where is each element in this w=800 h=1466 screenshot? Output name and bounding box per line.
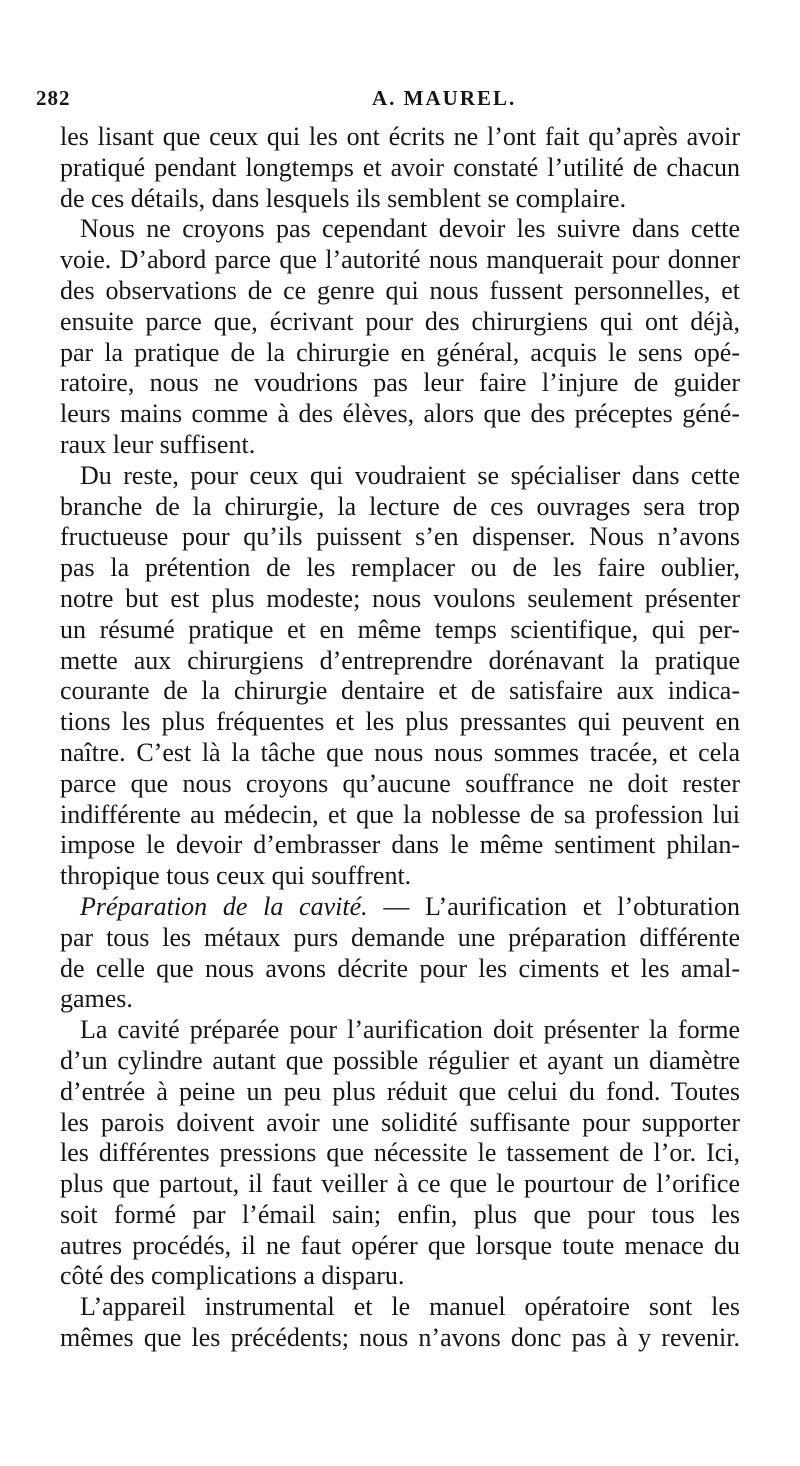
line-text: plus que partout, il faut veiller à ce que le pourtour de l’orifice: [60, 1169, 740, 1199]
text-line: [60, 800, 740, 831]
text-line: [60, 954, 740, 985]
line-text: ratoire, nous ne voudrions pas leur faire l’injure de guider: [60, 368, 740, 398]
text-line: [60, 553, 740, 584]
line-text: pratiqué pendant longtemps et avoir constaté l’utilité de chacun: [60, 152, 740, 182]
line-text: fructueuse pour qu’ils puissent s’en dispenser. Nous n’avons: [60, 522, 740, 552]
text-line: [60, 214, 740, 245]
text-line: [60, 892, 740, 923]
text-line: [60, 923, 740, 954]
line-text: par tous les métaux purs demande une préparation différente: [60, 922, 740, 952]
text-line: [60, 1323, 740, 1354]
line-text: branche de la chirurgie, la lecture de ces ouvrages sera trop: [60, 491, 740, 521]
line-text: raux leur suffisent.: [60, 429, 256, 459]
line-text: parce que nous croyons qu’aucune souffrance ne doit rester: [60, 768, 740, 798]
text-line: [60, 399, 740, 430]
line-text: notre but est plus modeste; nous voulons seulement présenter: [60, 583, 740, 613]
text-line: [60, 1108, 740, 1139]
text-line: [60, 830, 740, 861]
line-text: ensuite parce que, écrivant pour des chirurgiens qui ont déjà,: [60, 306, 740, 336]
text-line: [60, 584, 740, 615]
text-line: [60, 1261, 740, 1292]
text-line: [60, 1231, 740, 1262]
line-text: côté des complications a disparu.: [60, 1261, 405, 1291]
line-text: par la pratique de la chirurgie en général, acquis le sens opé-: [60, 337, 740, 367]
body-text: [60, 122, 740, 1354]
text-line: [60, 430, 740, 461]
line-text: les différentes pressions que nécessite le tassement de l’or. Ici,: [60, 1138, 740, 1168]
line-text: soit formé par l’émail sain; enfin, plus que pour tous les: [60, 1199, 740, 1229]
text-line: [60, 861, 740, 892]
text-line: [60, 307, 740, 338]
line-text: La cavité préparée pour l’aurification doit présenter la forme: [80, 1015, 740, 1045]
line-text: les lisant que ceux qui les ont écrits ne l’ont fait qu’après avoir: [60, 122, 740, 151]
section-heading: Préparation de la cavité.: [80, 891, 368, 921]
line-text: L’appareil instrumental et le manuel opératoire sont les: [80, 1292, 740, 1322]
line-text: autres procédés, il ne faut opérer que lorsque toute menace du: [60, 1230, 740, 1260]
text-line: [60, 184, 740, 215]
text-line: [60, 1169, 740, 1200]
text-line: [60, 276, 740, 307]
text-line: [60, 338, 740, 369]
text-line: [60, 1077, 740, 1108]
line-text: leurs mains comme à des élèves, alors que des préceptes géné-: [60, 399, 740, 429]
line-text: naître. C’est là la tâche que nous nous sommes tracée, et cela: [60, 737, 740, 767]
text-line: [60, 1015, 740, 1046]
line-text: des observations de ce genre qui nous fussent personnelles, et: [60, 275, 740, 305]
text-line: [60, 1046, 740, 1077]
line-text: mette aux chirurgiens d’entreprendre dorénavant la pratique: [60, 645, 740, 675]
text-line: [60, 1292, 740, 1323]
page-number: 282: [36, 86, 71, 110]
line-text: Du reste, pour ceux qui voudraient se spécialiser dans cette: [80, 460, 740, 490]
text-line: [60, 984, 740, 1015]
text-line: [60, 245, 740, 276]
line-text: tions les plus fréquentes et les plus pressantes qui peuvent en: [60, 707, 740, 737]
line-text: games.: [60, 984, 133, 1014]
text-line: [60, 646, 740, 677]
text-line: [60, 461, 740, 492]
line-text: pas la prétention de les remplacer ou de les faire oublier,: [60, 553, 740, 583]
text-line: [60, 615, 740, 646]
text-line: [60, 707, 740, 738]
running-title: A. MAUREL.: [372, 86, 517, 110]
line-text: mêmes que les précédents; nous n’avons donc pas à y revenir.: [60, 1323, 740, 1353]
text-line: [60, 1138, 740, 1169]
line-text: un résumé pratique et en même temps scientifique, qui per-: [60, 614, 740, 644]
text-line: [60, 522, 740, 553]
text-line: [60, 1200, 740, 1231]
text-line: [60, 769, 740, 800]
line-text: indifférente au médecin, et que la noblesse de sa profession lui: [60, 799, 740, 829]
running-head: [36, 86, 764, 116]
text-line: [60, 492, 740, 523]
line-text: Nous ne croyons pas cependant devoir les suivre dans cette: [80, 214, 740, 244]
text-line: [60, 738, 740, 769]
line-text: les parois doivent avoir une solidité suffisante pour supporter: [60, 1107, 740, 1137]
line-text: thropique tous ceux qui souffrent.: [60, 861, 412, 891]
line-text: d’entrée à peine un peu plus réduit que celui du fond. Toutes: [60, 1076, 740, 1106]
text-line: [60, 368, 740, 399]
line-text: d’un cylindre autant que possible régulier et ayant un diamètre: [60, 1045, 740, 1075]
line-text: impose le devoir d’embrasser dans le même sentiment philan-: [60, 830, 740, 860]
line-text: de ces détails, dans lesquels ils semblent se complaire.: [60, 183, 627, 213]
line-text: de celle que nous avons décrite pour les ciments et les amal-: [60, 953, 740, 983]
line-text: voie. D’abord parce que l’autorité nous manquerait pour donner: [60, 245, 740, 275]
text-line: [60, 122, 740, 153]
text-line: [60, 676, 740, 707]
line-text: — L’aurification et l’obturation: [367, 891, 741, 921]
text-line: [60, 153, 740, 184]
line-text: courante de la chirurgie dentaire et de satisfaire aux indica-: [60, 676, 740, 706]
